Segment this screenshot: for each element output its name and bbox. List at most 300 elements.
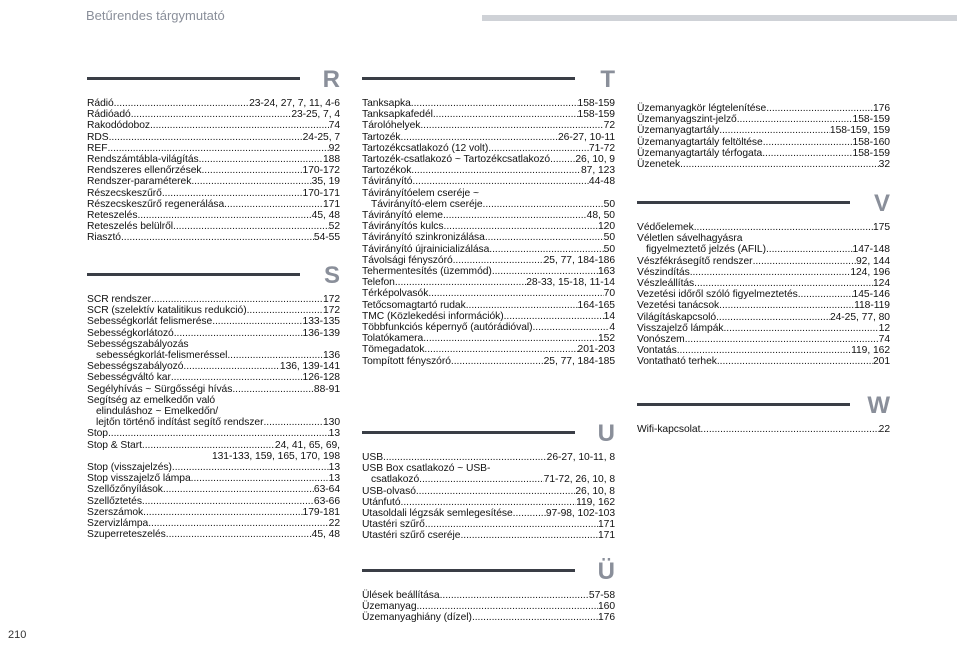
entry-term: Rádióadó [87, 109, 131, 121]
dot-leader [443, 210, 587, 221]
entry-pages: 124 [872, 278, 890, 290]
entry-term: RDS [87, 131, 109, 143]
index-entry [362, 199, 615, 210]
index-entry [637, 256, 890, 267]
dot-leader [411, 165, 581, 176]
entry-term: Tartozék [362, 131, 401, 143]
entry-term: Véletlen sávelhagyásra [637, 233, 743, 245]
index-entry [87, 484, 340, 495]
entry-term: SCR rendszer [87, 294, 152, 305]
index-section [637, 190, 890, 368]
index-entry [87, 176, 340, 187]
index-entry [87, 328, 340, 339]
entry-term: Rádió [87, 98, 114, 109]
dot-leader [532, 322, 609, 333]
index-entry [637, 300, 890, 311]
dot-leader [212, 316, 302, 327]
dot-leader [417, 601, 598, 612]
entry-pages: 63-66 [313, 495, 340, 507]
dot-leader [173, 221, 329, 232]
entry-pages: 158-159, 159 [829, 125, 890, 137]
index-entry [87, 120, 340, 131]
entry-term: Sebességkorlát felismerése [87, 316, 213, 328]
dot-leader [142, 440, 275, 451]
index-entry [87, 199, 340, 210]
entry-pages: 152 [597, 333, 615, 345]
dot-leader [488, 143, 589, 154]
dot-leader [142, 496, 314, 507]
dot-leader [162, 188, 303, 199]
entry-pages: 171 [597, 530, 615, 542]
entry-term: Szerszámok [87, 506, 144, 518]
dot-leader [680, 159, 879, 170]
entry-term: Riasztó [87, 232, 121, 244]
entry-pages: 74 [328, 120, 340, 132]
dot-leader [766, 103, 873, 114]
entry-term: Üzemanyagkör légtelenítése [637, 103, 767, 114]
entry-pages: 22 [878, 424, 890, 435]
dot-leader [163, 484, 314, 495]
dot-leader [201, 165, 302, 176]
entry-pages: 136-139 [302, 327, 340, 339]
section-divider [637, 201, 850, 204]
entry-pages: 170-172 [302, 165, 340, 177]
index-entry [362, 612, 615, 623]
index-entry [87, 395, 340, 406]
entry-term: Szuperreteszelés [87, 529, 166, 541]
index-entry [362, 255, 615, 266]
entry-pages: 26, 10, 9 [575, 154, 615, 166]
section-letter: R [322, 66, 340, 93]
index-entry [637, 356, 890, 367]
index-entry [637, 148, 890, 159]
index-entry [637, 114, 890, 125]
entry-term: lejtőn történő indítást segítő rendszer [96, 417, 264, 429]
index-entry [637, 125, 890, 136]
dot-leader [383, 452, 547, 463]
entry-pages: 120 [597, 221, 615, 233]
dot-leader [143, 507, 302, 518]
entry-term: Rendszámtábla-világítás [87, 154, 199, 166]
entry-term: Üzemanyaghiány (dízel) [362, 612, 472, 624]
dot-leader [263, 417, 322, 428]
entry-pages: 71-72, 26, 10, 8 [543, 474, 615, 486]
entry-term: Üzemanyagtartály feltöltése [637, 136, 763, 148]
dot-leader [401, 132, 558, 143]
entry-pages: 92, 144 [855, 255, 890, 267]
index-entry [362, 244, 615, 255]
dot-leader [191, 473, 329, 484]
index-entry [87, 210, 340, 221]
entry-term: figyelmeztető jelzés (AFIL) [646, 244, 766, 256]
index-entry [87, 361, 340, 372]
index-entry [362, 98, 615, 109]
dot-leader [504, 311, 604, 322]
entry-term: Sebességszabályozó [87, 361, 184, 373]
dot-leader [107, 143, 328, 154]
entry-pages: 158-159 [577, 109, 615, 121]
index-section [87, 262, 340, 541]
entry-term: Tetőcsomagtartó rudak [362, 299, 466, 311]
index-entry [637, 267, 890, 278]
index-entry [362, 120, 615, 131]
index-entry [362, 300, 615, 311]
section-letter: T [600, 66, 615, 93]
section-letter: S [323, 262, 340, 289]
dot-leader [420, 120, 603, 131]
dot-leader [513, 508, 546, 519]
entry-pages: 158-159 [852, 147, 890, 159]
entry-term: Távirányító eleme [362, 210, 443, 222]
index-entry [87, 98, 340, 109]
section-header [87, 66, 340, 98]
index-entry [87, 143, 340, 154]
entry-pages: 14 [603, 310, 615, 322]
entry-pages: 25, 77, 184-185 [543, 355, 615, 367]
dot-leader [550, 154, 575, 165]
entry-term: Rendszeres ellenőrzések [87, 165, 202, 177]
index-entry [637, 312, 890, 323]
entry-pages: 50 [603, 232, 615, 244]
entry-term: Távirányítós kulcs [362, 221, 444, 233]
dot-leader [483, 199, 604, 210]
index-entry [362, 497, 615, 508]
section-header [637, 190, 890, 222]
index-section [362, 558, 615, 624]
index-entry [87, 132, 340, 143]
entry-pages: 4 [609, 322, 615, 334]
entry-pages: 92 [328, 142, 340, 154]
entry-pages: 172 [322, 305, 340, 317]
entry-term: Üzemanyagtartály [637, 125, 720, 137]
dot-leader [171, 372, 303, 383]
index-entry [362, 356, 615, 367]
entry-pages: 145-146 [852, 289, 890, 301]
header-title: Betűrendes tárgymutató [86, 8, 225, 23]
section-divider [362, 569, 575, 572]
entry-term: sebességkorlát-felismeréssel [96, 350, 228, 362]
index-entry [362, 154, 615, 165]
index-entry [87, 384, 340, 395]
index-entry [87, 339, 340, 350]
section-divider [87, 273, 300, 276]
section-header [362, 558, 615, 590]
index-entry [87, 294, 340, 305]
index-entry [637, 103, 890, 114]
entry-term: Sebességszabályozás [87, 338, 189, 350]
index-entry [362, 232, 615, 243]
dot-leader [700, 424, 878, 435]
entry-pages: 158-160 [852, 136, 890, 148]
dot-leader [428, 288, 603, 299]
dot-leader [440, 590, 589, 601]
index-entry [87, 417, 340, 428]
index-entry [637, 159, 890, 170]
entry-pages: 12 [878, 322, 890, 334]
dot-leader [401, 497, 577, 508]
entry-term: Utasoldali légzsák semlegesítése [362, 508, 513, 520]
section-header [362, 66, 615, 98]
dot-leader [444, 221, 598, 232]
index-entry [637, 424, 890, 435]
index-entry [637, 345, 890, 356]
dot-leader [694, 222, 873, 233]
section-divider [362, 431, 575, 434]
section-header [362, 420, 615, 452]
index-entry [362, 463, 615, 474]
header-bar [482, 15, 957, 21]
dot-leader [131, 109, 292, 120]
entry-pages: 23-24, 27, 7, 11, 4-6 [249, 98, 340, 109]
entry-term: Vonószem [637, 334, 685, 346]
entry-pages: 22 [328, 518, 340, 530]
index-entry [87, 462, 340, 473]
entry-pages: 70 [603, 288, 615, 300]
index-entry [637, 244, 890, 255]
entry-pages: 124, 196 [850, 266, 890, 278]
dot-leader [416, 486, 575, 497]
dot-leader [183, 361, 279, 372]
dot-leader [151, 294, 323, 305]
entry-pages: 172 [322, 294, 340, 305]
index-entry [87, 305, 340, 316]
dot-leader [232, 384, 314, 395]
entry-term: Tömegadatok [362, 344, 425, 356]
entry-pages: 201 [872, 356, 890, 368]
entry-pages: 176 [597, 612, 615, 624]
index-entry [87, 428, 340, 439]
entry-pages: 13 [328, 473, 340, 485]
entry-term: Tartozék-csatlakozó ~ Tartozékcsatlakozó [362, 154, 551, 166]
dot-leader [798, 289, 853, 300]
entry-term: Tolatókamera [362, 333, 424, 345]
dot-leader [719, 300, 854, 311]
index-entry [87, 109, 340, 120]
entry-term: Többfunkciós képernyő (autórádióval) [362, 322, 533, 334]
entry-term: Segélyhívás ~ Sürgősségi hívás [87, 383, 233, 395]
entry-pages: 158-159 [852, 114, 890, 126]
entry-term: Rakodódoboz [87, 120, 150, 132]
dot-leader [716, 312, 830, 323]
entry-pages: 74 [878, 334, 890, 346]
index-entry [637, 323, 890, 334]
entry-pages: 136, 139-141 [279, 361, 340, 373]
entry-pages: 175 [872, 222, 890, 233]
index-entry [362, 188, 615, 199]
entry-pages: 54-55 [313, 232, 340, 244]
dot-leader [485, 232, 604, 243]
index-entry [87, 350, 340, 361]
index-entry [87, 165, 340, 176]
entry-term: Ülések beállítása [362, 590, 440, 601]
dot-leader [453, 255, 544, 266]
dot-leader [492, 266, 598, 277]
entry-term: Utastéri szűrő [362, 519, 425, 531]
entry-pages: 179-181 [302, 506, 340, 518]
entry-term: Segítség az emelkedőn való [87, 394, 216, 406]
entry-term: Stop visszajelző lámpa [87, 473, 191, 485]
index-entry [87, 440, 340, 451]
entry-term: USB Box csatlakozó ~ USB- [362, 463, 491, 475]
index-entry [637, 137, 890, 148]
section-letter: V [873, 190, 890, 217]
index-entry [362, 132, 615, 143]
entry-pages: 25, 77, 184-186 [543, 254, 615, 266]
entry-term: TMC (Közlekedési információk) [362, 310, 504, 322]
section-letter: U [597, 420, 615, 447]
entry-pages: 118-119 [854, 300, 890, 312]
entry-pages: 45, 48 [311, 529, 340, 541]
entry-term: elinduláshoz ~ Emelkedőn/ [96, 406, 219, 418]
dot-leader [694, 278, 873, 289]
entry-term: SCR (szelektív katalitikus redukció) [87, 305, 247, 317]
entry-term: Utánfutó [362, 496, 401, 508]
entry-pages: 176 [872, 103, 890, 114]
entry-term: Távirányító szinkronizálása [362, 232, 485, 244]
dot-leader [489, 244, 603, 255]
entry-pages: 158-159 [577, 98, 615, 109]
dot-leader [433, 109, 578, 120]
index-section [637, 392, 890, 435]
entry-pages: 119, 162 [576, 496, 615, 508]
dot-leader [451, 356, 544, 367]
dot-leader [763, 137, 853, 148]
entry-term: REF [87, 142, 108, 154]
section-divider [362, 77, 575, 80]
dot-leader [412, 176, 589, 187]
index-entry [362, 221, 615, 232]
dot-leader [719, 125, 830, 136]
index-entry [362, 474, 615, 485]
entry-pages: 171 [322, 198, 340, 210]
dot-leader [395, 277, 526, 288]
dot-leader [191, 176, 311, 187]
index-entry [362, 508, 615, 519]
index-entry [87, 507, 340, 518]
dot-leader [472, 612, 598, 623]
index-entry [87, 221, 340, 232]
dot-leader [411, 98, 578, 109]
index-entry [362, 344, 615, 355]
entry-pages: 35, 19 [311, 176, 340, 188]
index-entry [362, 143, 615, 154]
dot-leader [424, 344, 577, 355]
entry-pages: 13 [328, 462, 340, 474]
entry-term: Távirányító-elem cseréje [371, 198, 483, 210]
dot-leader [227, 350, 323, 361]
entry-term: Wifi-kapcsolat [637, 424, 701, 435]
entry-term: Részecskeszűrő regenerálása [87, 198, 225, 210]
dot-leader [690, 267, 851, 278]
index-entry [362, 165, 615, 176]
entry-term: Távolsági fényszóró [362, 254, 453, 266]
entry-term: Üzemanyagtartály térfogata [637, 147, 763, 159]
dot-leader [150, 120, 329, 131]
dot-leader [685, 334, 879, 345]
entry-term: csatlakozó [371, 474, 420, 486]
entry-term: Tartozékok [362, 165, 412, 177]
index-entry [362, 176, 615, 187]
index-section [87, 66, 340, 244]
entry-pages: 24-25, 77, 80 [829, 311, 890, 323]
entry-term: Stop & Start [87, 439, 142, 451]
entry-term: Vészfékrásegítő rendszer [637, 255, 753, 267]
index-entry [87, 451, 340, 462]
entry-term: Reteszelés [87, 210, 138, 222]
entry-pages: 163 [597, 266, 615, 278]
entry-pages: 126-128 [302, 372, 340, 384]
section-divider [637, 403, 850, 406]
index-entry [362, 266, 615, 277]
entry-term: Visszajelző lámpák [637, 322, 724, 334]
dot-leader [148, 518, 328, 529]
entry-term: Tanksapkafedél [362, 109, 433, 121]
entry-pages: 26-27, 10-11, 8 [546, 452, 615, 463]
entry-pages: 164-165 [577, 299, 615, 311]
index-entry [362, 590, 615, 601]
entry-term: Világításkapcsoló [637, 311, 717, 323]
entry-term: Üzenetek [637, 159, 681, 171]
entry-pages: 97-98, 102-103 [545, 508, 615, 520]
dot-leader [108, 428, 329, 439]
section-letter: W [867, 392, 890, 419]
entry-term: Tárolóhelyek [362, 120, 421, 132]
entry-term: Védőelemek [637, 222, 694, 233]
entry-pages: 87, 123 [580, 165, 615, 177]
dot-leader [762, 148, 852, 159]
index-entry [87, 473, 340, 484]
entry-term: Szellőzőnyílások [87, 484, 163, 496]
entry-pages: 130 [322, 417, 340, 429]
index-entry [637, 334, 890, 345]
entry-term: Sebességkorlátozó [87, 327, 174, 339]
index-entry [87, 518, 340, 529]
entry-pages: 160 [597, 601, 615, 613]
index-entry [637, 289, 890, 300]
index-entry [87, 232, 340, 243]
entry-pages: 88-91 [313, 383, 340, 395]
dot-leader [247, 305, 323, 316]
entry-term: USB-olvasó [362, 485, 416, 497]
entry-pages: 50 [603, 243, 615, 255]
dot-leader [466, 300, 578, 311]
dot-leader [677, 345, 851, 356]
entry-pages: 147-148 [852, 244, 890, 256]
dot-leader [199, 154, 323, 165]
index-entry [87, 529, 340, 540]
entry-pages: 201-203 [577, 344, 615, 356]
index-section [362, 420, 615, 542]
entry-pages: 48, 50 [586, 210, 615, 222]
entry-term: Telefon [362, 277, 395, 289]
index-entry [362, 333, 615, 344]
dot-leader [172, 462, 329, 473]
dot-leader [109, 132, 303, 143]
entry-term: Üzemanyagszint-jelző [637, 114, 737, 126]
section-divider [87, 77, 300, 80]
index-entry [362, 322, 615, 333]
entry-term: Vészindítás [637, 266, 690, 278]
dot-leader [425, 519, 598, 530]
entry-pages: 133-135 [302, 316, 340, 328]
index-entry [637, 222, 890, 233]
index-entry [362, 277, 615, 288]
dot-leader [121, 232, 314, 243]
entry-pages: 50 [603, 198, 615, 210]
index-section [362, 66, 615, 367]
entry-term: Rendszer-paraméterek [87, 176, 192, 188]
entry-pages: 171 [597, 519, 615, 531]
